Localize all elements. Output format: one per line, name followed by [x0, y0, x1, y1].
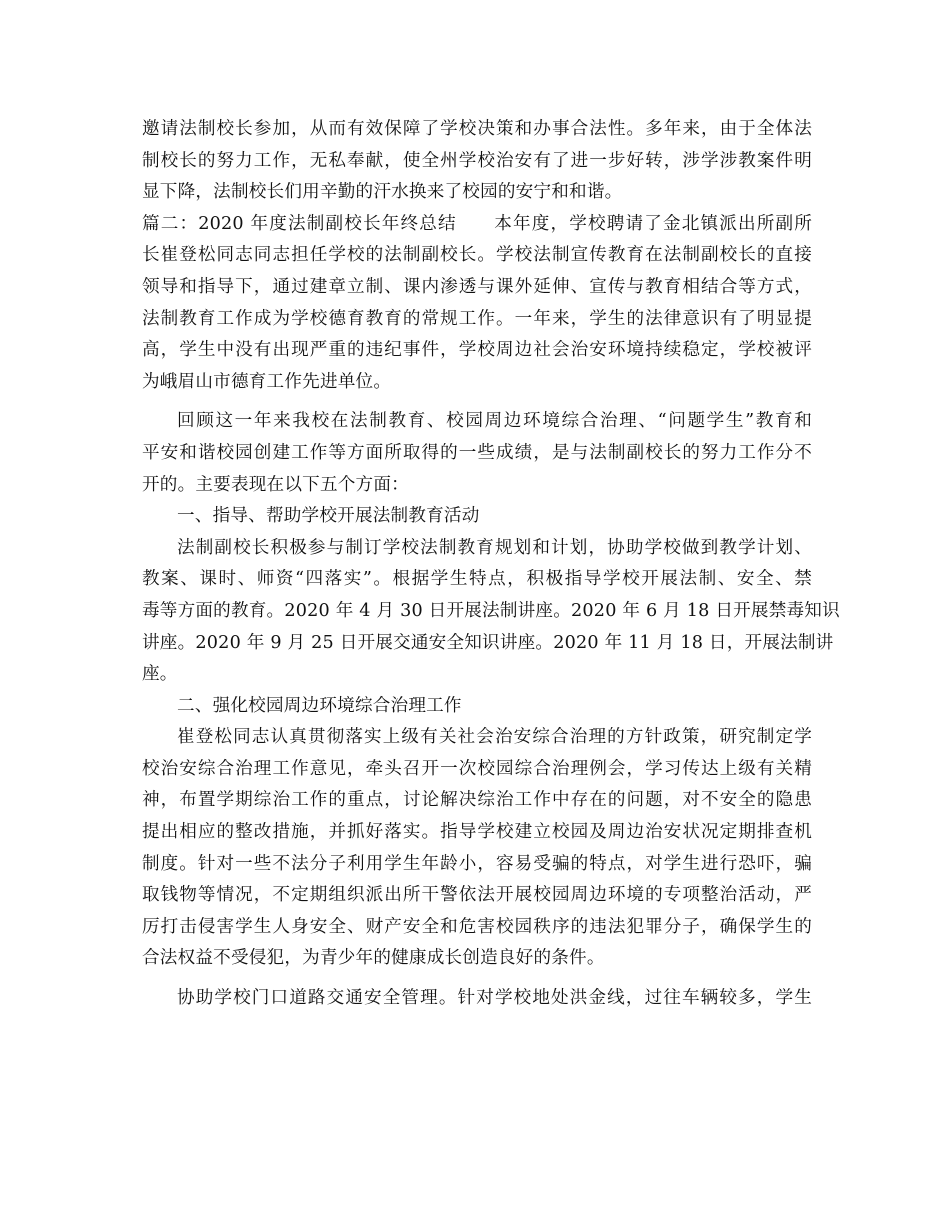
- heading-text: 二、强化校园周边环境综合治理工作: [177, 695, 462, 716]
- paragraph-part-two: [142, 209, 812, 399]
- text-line: 协助学校门口道路交通安全管理。针对学校地处洪金线，过往车辆较多，学生: [177, 988, 812, 1009]
- paragraph-review: [142, 406, 812, 501]
- text-line: 提出相应的整改措施，并抓好落实。指导学校建立校园及周边治安状况定期排查机: [142, 822, 812, 843]
- text-line: 篇二：2020 年度法制副校长年终总结 本年度，学校聘请了金北镇派出所副所: [142, 213, 812, 234]
- heading-text: 一、指导、帮助学校开展法制教育活动: [177, 506, 480, 527]
- text-line: 崔登松同志认真贯彻落实上级有关社会治安综合治理的方针政策，研究制定学: [177, 727, 812, 748]
- section-heading-two: [142, 691, 812, 723]
- text-line: 回顾这一年来我校在法制教育、校园周边环境综合治理、“问题学生”教育和: [177, 411, 812, 432]
- text-line: 合法权益不受侵犯，为青少年的健康成长创造良好的条件。: [142, 948, 605, 969]
- paragraph-spacer: [142, 975, 812, 983]
- text-line: 领导和指导下，通过建章立制、课内渗透与课外延伸、宣传与教育相结合等方式，: [142, 276, 812, 297]
- text-line: 取钱物等情况，不定期组织派出所干警依法开展校园周边环境的专项整治活动，严: [142, 885, 812, 906]
- paragraph-traffic: [142, 983, 812, 1015]
- section-heading-one: [142, 501, 812, 533]
- text-line: 高，学生中没有出现严重的违纪事件，学校周边社会治安环境持续稳定，学校被评: [142, 340, 812, 361]
- text-line: 毒等方面的教育。2020 年 4 月 30 日开展法制讲座。2020 年 6 月 18 日开展禁毒知识: [142, 600, 840, 621]
- text-line: 制度。针对一些不法分子利用学生年龄小，容易受骗的特点，对学生进行恐吓，骗: [142, 853, 812, 874]
- text-line: 神，布置学期综治工作的重点，讨论解决综治工作中存在的问题，对不安全的隐患: [142, 790, 812, 811]
- text-line: 法制教育工作成为学校德育教育的常规工作。一年来，学生的法律意识有了明显提: [142, 308, 812, 329]
- text-line: 座。: [142, 664, 178, 685]
- text-line: 显下降，法制校长们用辛勤的汗水换来了校园的安宁和和谐。: [142, 182, 623, 203]
- text-line: 为峨眉山市德育工作先进单位。: [142, 371, 392, 392]
- paragraph-intro: [142, 114, 812, 209]
- text-line: 教案、课时、师资“四落实”。根据学生特点，积极指导学校开展法制、安全、禁: [142, 569, 812, 590]
- text-line: 法制副校长积极参与制订学校法制教育规划和计划，协助学校做到教学计划、: [177, 537, 812, 558]
- text-line: 校治安综合治理工作意见，牵头召开一次校园综合治理例会，学习传达上级有关精: [142, 758, 812, 779]
- text-line: 制校长的努力工作，无私奉献，使全州学校治安有了进一步好转，涉学涉教案件明: [142, 150, 812, 171]
- text-line: 厉打击侵害学生人身安全、财产安全和危害校园秩序的违法犯罪分子，确保学生的: [142, 916, 812, 937]
- paragraph-section-two: [142, 722, 812, 975]
- text-line: 邀请法制校长参加，从而有效保障了学校决策和办事合法性。多年来，由于全体法: [142, 119, 812, 139]
- document-body: [142, 114, 840, 1015]
- text-line: 讲座。2020 年 9 月 25 日开展交通安全知识讲座。2020 年 11 月 18 日，开展法制讲: [142, 632, 834, 653]
- paragraph-section-one: [142, 533, 840, 691]
- text-line: 开的。主要表现在以下五个方面：: [142, 474, 409, 495]
- text-line: 平安和谐校园创建工作等方面所取得的一些成绩，是与法制副校长的努力工作分不: [142, 442, 812, 463]
- text-line: 长崔登松同志同志担任学校的法制副校长。学校法制宣传教育在法制副校长的直接: [142, 245, 812, 266]
- paragraph-spacer: [142, 398, 812, 406]
